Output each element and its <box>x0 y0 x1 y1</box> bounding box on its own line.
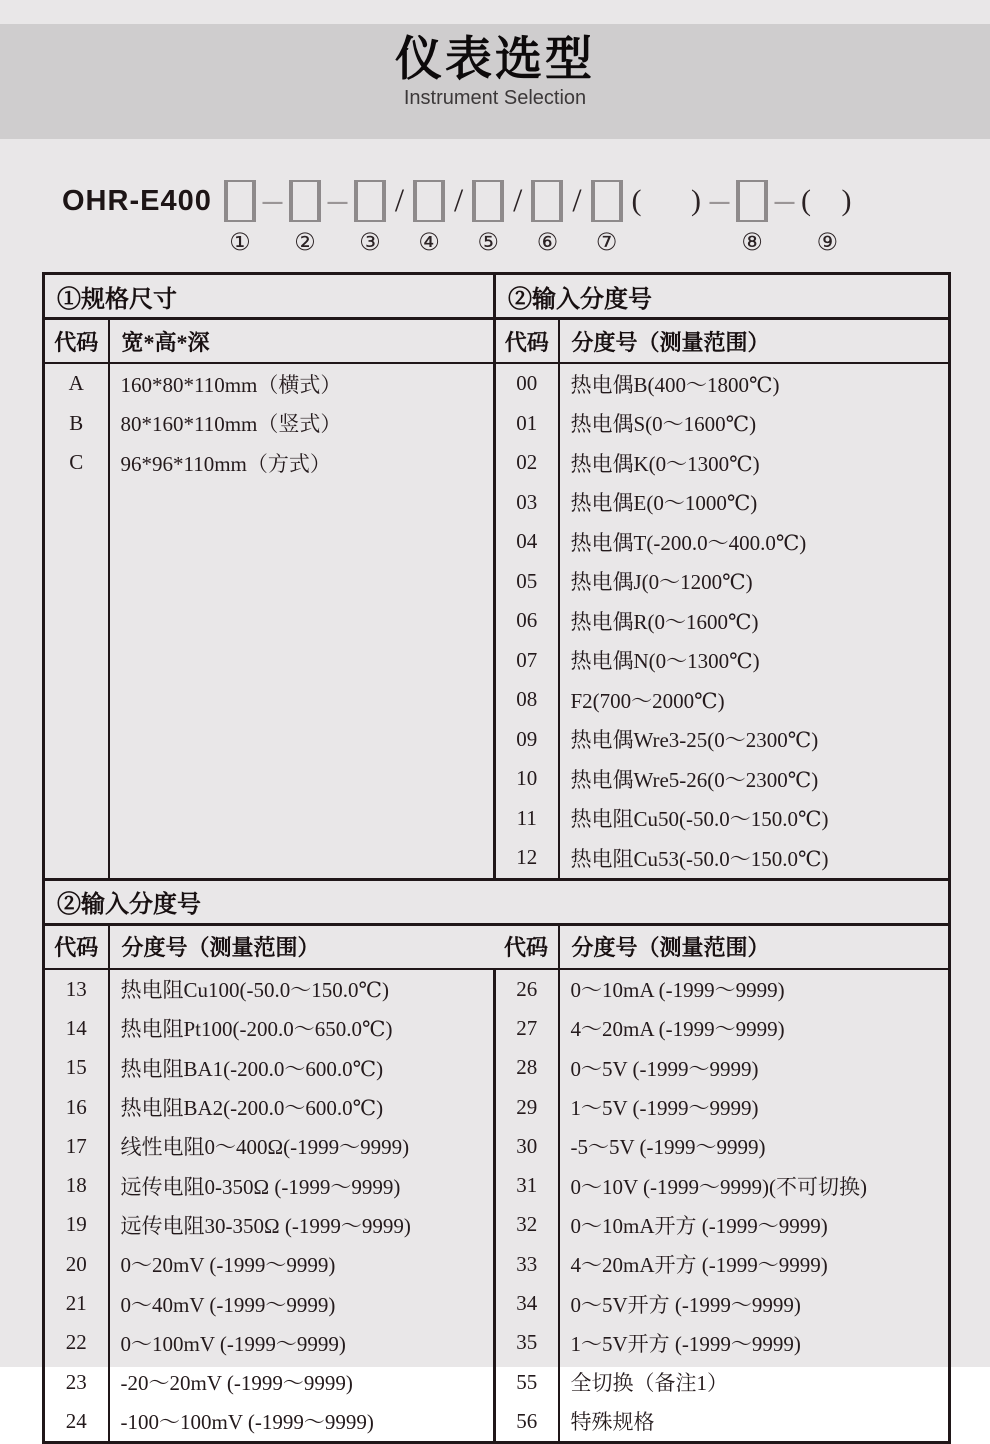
code-box <box>291 180 319 222</box>
code-segment <box>265 180 280 255</box>
table-section1 <box>42 272 951 878</box>
table-section2 <box>42 878 951 1444</box>
code-cell: 03 <box>495 483 559 523</box>
spec-cell <box>109 720 495 760</box>
position-number: ⑨ <box>816 229 838 255</box>
code-cell: 30 <box>495 1127 559 1166</box>
position-number: ⑤ <box>477 229 499 255</box>
code-box <box>415 180 443 222</box>
code-cell: 24 <box>44 1402 109 1443</box>
code-box-slot <box>591 180 623 222</box>
position-number: ⑥ <box>537 229 559 255</box>
spec-cell: 0～5V开方 (-1999～9999) <box>559 1284 950 1323</box>
code-cell <box>44 522 109 562</box>
page-title: 仪表选型 <box>0 32 990 86</box>
code-cell <box>44 641 109 681</box>
code-segment <box>330 180 345 255</box>
spec-cell <box>109 641 495 681</box>
code-cell: 17 <box>44 1127 109 1166</box>
table-row <box>44 443 950 483</box>
code-cell: 11 <box>495 799 559 839</box>
table-row <box>44 522 950 562</box>
table-row <box>44 1009 950 1048</box>
table-row <box>44 680 950 720</box>
code-cell: 27 <box>495 1009 559 1048</box>
spec-cell: 0～20mV (-1999～9999) <box>109 1245 495 1284</box>
table-row <box>44 483 950 523</box>
code-segment <box>712 180 727 255</box>
model-code-prefix: OHR-E400 <box>62 180 212 222</box>
spec-cell: 热电偶N(0～1300℃) <box>559 641 950 681</box>
spec-cell <box>109 601 495 641</box>
spec-cell: 0～10mA开方 (-1999～9999) <box>559 1205 950 1244</box>
code-segment <box>801 180 853 255</box>
spec-cell: 1～5V开方 (-1999～9999) <box>559 1323 950 1362</box>
spec-cell: -5～5V (-1999～9999) <box>559 1127 950 1166</box>
code-cell: 01 <box>495 404 559 444</box>
code-cell <box>44 759 109 799</box>
code-segment <box>777 180 792 255</box>
table-row <box>44 363 950 404</box>
code-cell: A <box>44 363 109 404</box>
section-header-size: ①规格尺寸 <box>44 274 495 319</box>
code-cell: 22 <box>44 1323 109 1362</box>
code-cell: 23 <box>44 1362 109 1401</box>
table-row <box>44 562 950 602</box>
table-row <box>44 1245 950 1284</box>
code-cell: 29 <box>495 1087 559 1126</box>
column-header-range: 分度号（测量范围） <box>559 319 950 364</box>
spec-cell: 远传电阻30-350Ω (-1999～9999) <box>109 1205 495 1244</box>
table-row <box>44 1205 950 1244</box>
table-row <box>44 1323 950 1362</box>
spec-cell: 0～10mA (-1999～9999) <box>559 969 950 1009</box>
code-segment <box>354 180 386 255</box>
spec-cell: 160*80*110mm（横式） <box>109 363 495 404</box>
code-separator: / <box>572 180 581 222</box>
code-cell: 04 <box>495 522 559 562</box>
spec-cell: 热电阻Cu100(-50.0～150.0℃) <box>109 969 495 1009</box>
column-header-dims: 宽*高*深 <box>109 319 495 364</box>
code-cell: 19 <box>44 1205 109 1244</box>
code-segment <box>395 180 404 255</box>
column-header-range: 分度号（测量范围） <box>109 924 495 969</box>
spec-cell <box>109 680 495 720</box>
spec-cell <box>109 562 495 602</box>
code-segment <box>513 180 522 255</box>
code-box <box>593 180 621 222</box>
spec-cell: 4～20mA开方 (-1999～9999) <box>559 1245 950 1284</box>
table-row <box>44 1284 950 1323</box>
code-box-slot <box>413 180 445 222</box>
code-cell: 28 <box>495 1048 559 1087</box>
code-segment <box>531 180 563 255</box>
code-cell: 05 <box>495 562 559 602</box>
spec-cell <box>109 838 495 878</box>
code-segment <box>736 180 768 255</box>
spec-cell: 0～10V (-1999～9999)(不可切换) <box>559 1166 950 1205</box>
page-subtitle: Instrument Selection <box>0 87 990 110</box>
spec-cell: -20～20mV (-1999～9999) <box>109 1362 495 1401</box>
spec-cell: 线性电阻0～400Ω(-1999～9999) <box>109 1127 495 1166</box>
table-row <box>44 1166 950 1205</box>
page-banner <box>0 24 990 139</box>
spec-cell: 热电阻Cu53(-50.0～150.0℃) <box>559 838 950 878</box>
code-box <box>356 180 384 222</box>
code-separator: / <box>395 180 404 222</box>
code-cell: 15 <box>44 1048 109 1087</box>
column-header-code: 代码 <box>495 924 559 969</box>
spec-cell: 热电偶K(0～1300℃) <box>559 443 950 483</box>
spec-cell: 热电偶T(-200.0～400.0℃) <box>559 522 950 562</box>
code-segment <box>632 180 703 255</box>
code-cell <box>44 720 109 760</box>
table-row <box>44 1127 950 1166</box>
spec-cell: 热电阻BA2(-200.0～600.0℃) <box>109 1087 495 1126</box>
spec-cell <box>109 522 495 562</box>
code-box-slot <box>224 180 256 222</box>
code-cell: 32 <box>495 1205 559 1244</box>
spec-cell: 热电阻Pt100(-200.0～650.0℃) <box>109 1009 495 1048</box>
table-row <box>44 1048 950 1087</box>
code-separator: ( ) <box>801 180 853 222</box>
spec-cell: 热电偶Wre5-26(0～2300℃) <box>559 759 950 799</box>
spec-cell <box>109 759 495 799</box>
table-row <box>44 759 950 799</box>
code-cell: 18 <box>44 1166 109 1205</box>
section1-header-row <box>44 274 950 319</box>
spec-cell: 热电偶R(0～1600℃) <box>559 601 950 641</box>
spec-cell: 80*160*110mm（竖式） <box>109 404 495 444</box>
position-number: ⑦ <box>596 229 618 255</box>
table-row <box>44 720 950 760</box>
model-code-line <box>62 180 853 255</box>
code-cell <box>44 562 109 602</box>
spec-cell: 热电偶E(0～1000℃) <box>559 483 950 523</box>
model-code-segments <box>224 180 854 255</box>
spec-cell: F2(700～2000℃) <box>559 680 950 720</box>
code-separator: ( ) <box>632 180 703 222</box>
code-cell <box>44 838 109 878</box>
code-separator: / <box>513 180 522 222</box>
position-number: ② <box>294 229 316 255</box>
code-cell: 08 <box>495 680 559 720</box>
spec-cell: 特殊规格 <box>559 1402 950 1443</box>
code-separator: – <box>263 180 283 222</box>
code-cell: 13 <box>44 969 109 1009</box>
code-box-slot <box>354 180 386 222</box>
section-header-input-cont: ②输入分度号 <box>44 879 950 924</box>
code-cell: 31 <box>495 1166 559 1205</box>
code-cell: 33 <box>495 1245 559 1284</box>
code-box-slot <box>531 180 563 222</box>
code-cell: C <box>44 443 109 483</box>
code-separator: / <box>454 180 463 222</box>
section-header-input: ②输入分度号 <box>495 274 950 319</box>
code-cell <box>44 799 109 839</box>
code-cell: 34 <box>495 1284 559 1323</box>
spec-cell: 4～20mA (-1999～9999) <box>559 1009 950 1048</box>
code-cell: 55 <box>495 1362 559 1401</box>
code-cell: 56 <box>495 1402 559 1443</box>
code-segment <box>224 180 256 255</box>
table-row <box>44 799 950 839</box>
code-cell: 12 <box>495 838 559 878</box>
spec-cell: 热电偶S(0～1600℃) <box>559 404 950 444</box>
code-cell: 21 <box>44 1284 109 1323</box>
section2-column-header-row <box>44 924 950 969</box>
table-row <box>44 601 950 641</box>
table-row <box>44 1362 950 1401</box>
spec-cell: 全切换（备注1） <box>559 1362 950 1401</box>
table-row <box>44 1087 950 1126</box>
spec-cell: -100～100mV (-1999～9999) <box>109 1402 495 1443</box>
spec-cell <box>109 483 495 523</box>
code-separator: – <box>775 180 795 222</box>
code-box <box>226 180 254 222</box>
section2-header-row <box>44 879 950 924</box>
code-cell: 00 <box>495 363 559 404</box>
column-header-code: 代码 <box>495 319 559 364</box>
selection-tables <box>42 272 951 1444</box>
table-row <box>44 838 950 878</box>
spec-cell: 远传电阻0-350Ω (-1999～9999) <box>109 1166 495 1205</box>
code-cell: B <box>44 404 109 444</box>
code-cell: 02 <box>495 443 559 483</box>
position-number: ⑧ <box>741 229 763 255</box>
position-number: ① <box>229 229 251 255</box>
column-header-code: 代码 <box>44 924 109 969</box>
spec-cell: 热电阻Cu50(-50.0～150.0℃) <box>559 799 950 839</box>
code-cell: 26 <box>495 969 559 1009</box>
code-segment <box>591 180 623 255</box>
code-box <box>533 180 561 222</box>
code-box <box>474 180 502 222</box>
code-segment <box>454 180 463 255</box>
position-number: ④ <box>418 229 440 255</box>
code-cell: 20 <box>44 1245 109 1284</box>
table-row <box>44 404 950 444</box>
column-header-range: 分度号（测量范围） <box>559 924 950 969</box>
code-segment <box>289 180 321 255</box>
spec-cell: 1～5V (-1999～9999) <box>559 1087 950 1126</box>
spec-cell: 0～100mV (-1999～9999) <box>109 1323 495 1362</box>
table-row <box>44 969 950 1009</box>
position-number: ③ <box>359 229 381 255</box>
code-box-slot <box>289 180 321 222</box>
code-cell: 06 <box>495 601 559 641</box>
code-cell: 10 <box>495 759 559 799</box>
code-box <box>738 180 766 222</box>
spec-cell: 0～40mV (-1999～9999) <box>109 1284 495 1323</box>
code-cell <box>44 680 109 720</box>
column-header-code: 代码 <box>44 319 109 364</box>
spec-cell <box>109 799 495 839</box>
spec-cell: 0～5V (-1999～9999) <box>559 1048 950 1087</box>
spec-cell: 热电阻BA1(-200.0～600.0℃) <box>109 1048 495 1087</box>
code-cell <box>44 601 109 641</box>
code-segment <box>413 180 445 255</box>
section1-column-header-row <box>44 319 950 364</box>
code-separator: – <box>710 180 730 222</box>
code-box-slot <box>736 180 768 222</box>
code-segment <box>572 180 581 255</box>
spec-cell: 热电偶B(400～1800℃) <box>559 363 950 404</box>
code-cell <box>44 483 109 523</box>
spec-cell: 热电偶J(0～1200℃) <box>559 562 950 602</box>
code-segment <box>472 180 504 255</box>
code-separator: – <box>328 180 348 222</box>
code-cell: 09 <box>495 720 559 760</box>
code-cell: 35 <box>495 1323 559 1362</box>
spec-cell: 96*96*110mm（方式） <box>109 443 495 483</box>
code-cell: 07 <box>495 641 559 681</box>
code-box-slot <box>472 180 504 222</box>
table-row <box>44 1402 950 1443</box>
code-cell: 16 <box>44 1087 109 1126</box>
table-row <box>44 641 950 681</box>
code-cell: 14 <box>44 1009 109 1048</box>
spec-cell: 热电偶Wre3-25(0～2300℃) <box>559 720 950 760</box>
